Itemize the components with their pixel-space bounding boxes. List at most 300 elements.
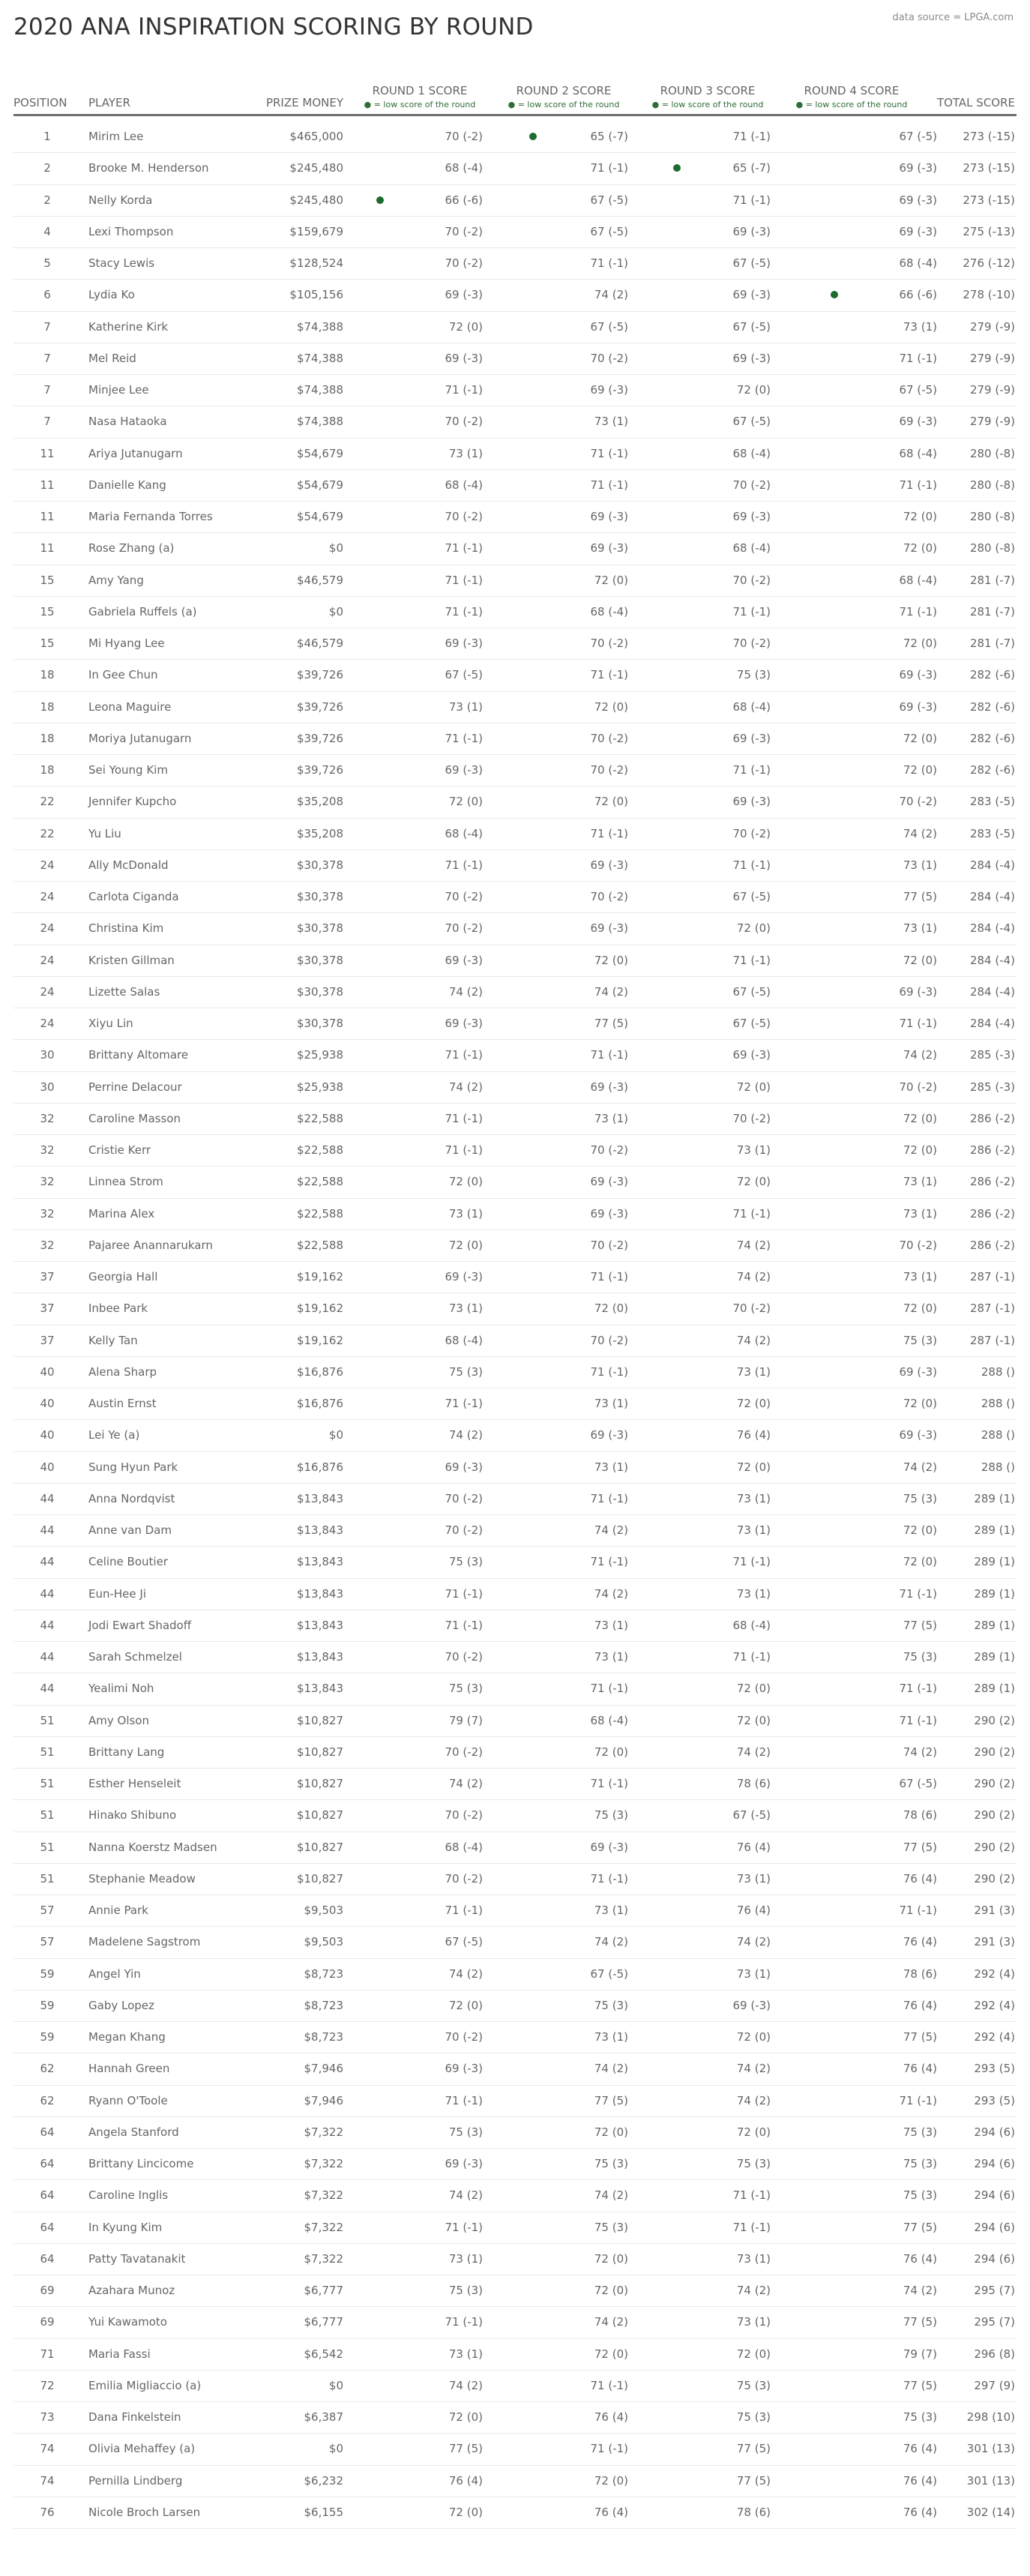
round-2-score-cell: 71 (-1) bbox=[590, 1364, 628, 1379]
prize-money-cell: $39,726 bbox=[296, 763, 343, 777]
position-cell: 24 bbox=[40, 984, 55, 999]
position-cell: 5 bbox=[43, 256, 51, 270]
round-3-score-cell: 72 (0) bbox=[736, 921, 771, 936]
round-4-score-cell: 78 (6) bbox=[903, 1808, 937, 1823]
player-cell: Kelly Tan bbox=[88, 1333, 138, 1347]
round-1-score-cell: 72 (0) bbox=[448, 1175, 483, 1189]
table-row bbox=[13, 1990, 1017, 2022]
total-score-cell: 293 (5) bbox=[974, 2093, 1015, 2107]
round-2-score-cell: 72 (0) bbox=[594, 2284, 628, 2297]
prize-money-cell: $6,777 bbox=[304, 2315, 343, 2329]
total-score-cell: 291 (3) bbox=[974, 1935, 1015, 1949]
total-score-cell: 290 (2) bbox=[974, 1840, 1015, 1854]
round-2-score-cell: 67 (-5) bbox=[590, 319, 628, 334]
player-cell: Maria Fernanda Torres bbox=[88, 510, 213, 523]
round-4-score-cell: 71 (-1) bbox=[899, 1904, 937, 1917]
round-2-score-cell: 74 (2) bbox=[594, 1523, 628, 1537]
position-cell: 24 bbox=[40, 1017, 55, 1030]
round-4-score-cell: 69 (-3) bbox=[899, 984, 937, 999]
position-cell: 32 bbox=[40, 1175, 55, 1189]
player-cell: Caroline Masson bbox=[88, 1111, 181, 1125]
total-score-cell: 287 (-1) bbox=[969, 1270, 1015, 1284]
round-4-score-cell: 69 (-3) bbox=[899, 1428, 937, 1442]
total-score-cell: 282 (-6) bbox=[969, 731, 1015, 745]
table-row bbox=[13, 1199, 1017, 1230]
player-cell: Perrine Delacour bbox=[88, 1080, 182, 1094]
header-prize-money: PRIZE MONEY bbox=[265, 96, 343, 109]
round-3-score-cell: 69 (-3) bbox=[732, 288, 771, 302]
position-cell: 51 bbox=[40, 1777, 55, 1790]
round-4-score-cell: 67 (-5) bbox=[899, 1777, 937, 1790]
prize-money-cell: $74,388 bbox=[296, 319, 343, 334]
round-2-score-cell: 75 (3) bbox=[594, 2157, 628, 2170]
position-cell: 32 bbox=[40, 1143, 55, 1157]
prize-money-cell: $10,827 bbox=[296, 1808, 343, 1823]
round-3-score-cell: 75 (3) bbox=[736, 2157, 771, 2170]
round-4-score-cell: 76 (4) bbox=[903, 1871, 937, 1886]
total-score-cell: 288 () bbox=[981, 1397, 1015, 1410]
round-3-score-cell: 68 (-4) bbox=[732, 541, 771, 556]
round-2-score-cell: 69 (-3) bbox=[590, 541, 628, 556]
round-4-score-cell: 72 (0) bbox=[903, 541, 937, 556]
table-row bbox=[13, 1104, 1017, 1135]
player-cell: Ryann O'Toole bbox=[88, 2093, 168, 2107]
round-4-score-cell: 77 (5) bbox=[903, 2220, 937, 2234]
prize-money-cell: $6,387 bbox=[304, 2410, 343, 2424]
player-cell: Lei Ye (a) bbox=[88, 1428, 140, 1442]
round-4-score-cell: 68 (-4) bbox=[899, 256, 937, 270]
round-2-score-cell: 74 (2) bbox=[594, 984, 628, 999]
round-1-score-cell: 71 (-1) bbox=[445, 1618, 483, 1632]
round-4-score-cell: 72 (0) bbox=[903, 731, 937, 745]
round-4-score-cell: 74 (2) bbox=[903, 826, 937, 840]
round-1-score-cell: 72 (0) bbox=[448, 795, 483, 809]
prize-money-cell: $128,524 bbox=[289, 256, 343, 270]
round-1-score-cell: 72 (0) bbox=[448, 1998, 483, 2012]
round-1-score-cell: 75 (3) bbox=[448, 1364, 483, 1379]
round-1-score-cell: 71 (-1) bbox=[445, 573, 483, 587]
round-1-score-cell: 68 (-4) bbox=[445, 1333, 483, 1347]
player-cell: Christina Kim bbox=[88, 921, 164, 936]
total-score-cell: 279 (-9) bbox=[969, 351, 1015, 365]
position-cell: 62 bbox=[40, 2093, 55, 2107]
round-3-score-cell: 75 (3) bbox=[736, 668, 771, 682]
table-row bbox=[13, 1800, 1017, 1832]
total-score-cell: 287 (-1) bbox=[969, 1333, 1015, 1347]
round-1-score-cell: 69 (-3) bbox=[445, 953, 483, 967]
player-cell: Olivia Mehaffey (a) bbox=[88, 2442, 196, 2456]
round-1-score-cell: 79 (7) bbox=[448, 1713, 483, 1727]
prize-money-cell: $105,156 bbox=[289, 288, 343, 302]
round-3-score-cell: 67 (-5) bbox=[732, 256, 771, 270]
player-cell: In Gee Chun bbox=[88, 668, 158, 682]
round-1-score-cell: 70 (-2) bbox=[445, 256, 483, 270]
prize-money-cell: $22,588 bbox=[296, 1206, 343, 1221]
position-cell: 7 bbox=[43, 319, 51, 334]
header-round-2-note: ● = low score of the round bbox=[508, 100, 620, 109]
position-cell: 11 bbox=[40, 510, 55, 523]
round-2-score-cell: 71 (-1) bbox=[590, 161, 628, 175]
round-1-score-cell: 71 (-1) bbox=[445, 1048, 483, 1062]
round-3-score-cell: 65 (-7) bbox=[732, 161, 771, 175]
table-header bbox=[13, 79, 1017, 116]
player-cell: Yu Liu bbox=[88, 826, 121, 840]
round-4-score-cell: 72 (0) bbox=[903, 1555, 937, 1569]
round-2-score-cell: 70 (-2) bbox=[590, 890, 628, 903]
round-3-score-cell: 67 (-5) bbox=[732, 1808, 771, 1823]
total-score-cell: 289 (1) bbox=[974, 1618, 1015, 1632]
prize-money-cell: $54,679 bbox=[296, 510, 343, 523]
position-cell: 30 bbox=[40, 1048, 55, 1062]
round-4-score-cell: 77 (5) bbox=[903, 2030, 937, 2044]
table-row bbox=[13, 2212, 1017, 2244]
round-3-score-cell: 74 (2) bbox=[736, 1745, 771, 1759]
table-row bbox=[13, 406, 1017, 438]
round-1-score-cell: 71 (-1) bbox=[445, 2220, 483, 2234]
round-1-score-cell: 75 (3) bbox=[448, 2125, 483, 2139]
round-1-score-cell: 70 (-2) bbox=[445, 224, 483, 238]
round-2-score-cell: 70 (-2) bbox=[590, 731, 628, 745]
table-row bbox=[13, 2402, 1017, 2434]
position-cell: 15 bbox=[40, 604, 55, 619]
round-3-score-cell: 72 (0) bbox=[736, 1682, 771, 1696]
round-1-score-cell: 73 (1) bbox=[448, 2347, 483, 2361]
player-cell: Marina Alex bbox=[88, 1206, 155, 1221]
round-1-score-cell: 71 (-1) bbox=[445, 1397, 483, 1410]
table-row bbox=[13, 2244, 1017, 2275]
round-2-score-cell: 71 (-1) bbox=[590, 2442, 628, 2456]
player-cell: Amy Yang bbox=[88, 573, 144, 587]
table-row bbox=[13, 1864, 1017, 1895]
round-1-score-cell: 71 (-1) bbox=[445, 1904, 483, 1917]
prize-money-cell: $13,843 bbox=[296, 1618, 343, 1632]
player-cell: Lexi Thompson bbox=[88, 224, 174, 238]
prize-money-cell: $10,827 bbox=[296, 1713, 343, 1727]
total-score-cell: 282 (-6) bbox=[969, 763, 1015, 777]
position-cell: 4 bbox=[43, 224, 51, 238]
round-2-score-cell: 67 (-5) bbox=[590, 224, 628, 238]
total-score-cell: 287 (-1) bbox=[969, 1301, 1015, 1316]
round-1-score-cell: 71 (-1) bbox=[445, 1143, 483, 1157]
round-4-score-cell: 76 (4) bbox=[903, 1935, 937, 1949]
header-player: PLAYER bbox=[88, 96, 130, 109]
round-4-score-cell: 73 (1) bbox=[903, 921, 937, 936]
player-cell: Brooke M. Henderson bbox=[88, 161, 209, 175]
round-2-score-cell: 75 (3) bbox=[594, 2220, 628, 2234]
round-3-score-cell: 71 (-1) bbox=[732, 604, 771, 619]
round-3-score-cell: 72 (0) bbox=[736, 2347, 771, 2361]
total-score-cell: 281 (-7) bbox=[969, 637, 1015, 650]
prize-money-cell: $10,827 bbox=[296, 1745, 343, 1759]
player-cell: Emilia Migliaccio (a) bbox=[88, 2378, 202, 2392]
round-3-score-cell: 76 (4) bbox=[736, 1904, 771, 1917]
round-2-score-cell: 69 (-3) bbox=[590, 921, 628, 936]
round-3-score-cell: 73 (1) bbox=[736, 1966, 771, 1981]
prize-money-cell: $7,322 bbox=[304, 2220, 343, 2234]
round-3-score-cell: 67 (-5) bbox=[732, 984, 771, 999]
round-3-score-cell: 73 (1) bbox=[736, 1364, 771, 1379]
round-3-score-cell: 70 (-2) bbox=[732, 826, 771, 840]
round-1-score-cell: 69 (-3) bbox=[445, 1017, 483, 1030]
player-cell: Katherine Kirk bbox=[88, 319, 169, 334]
total-score-cell: 273 (-15) bbox=[963, 193, 1015, 207]
round-2-score-cell: 73 (1) bbox=[594, 1904, 628, 1917]
round-2-score-cell: 72 (0) bbox=[594, 2347, 628, 2361]
total-score-cell: 284 (-4) bbox=[969, 953, 1015, 967]
header-round-4 bbox=[784, 84, 919, 109]
round-2-score-cell: 72 (0) bbox=[594, 1745, 628, 1759]
round-2-score-cell: 70 (-2) bbox=[590, 637, 628, 650]
prize-money-cell: $30,378 bbox=[296, 984, 343, 999]
total-score-cell: 286 (-2) bbox=[969, 1238, 1015, 1252]
header-round-1 bbox=[352, 84, 487, 109]
round-4-score-cell: 75 (3) bbox=[903, 2188, 937, 2203]
total-score-cell: 282 (-6) bbox=[969, 699, 1015, 714]
position-cell: 11 bbox=[40, 446, 55, 460]
total-score-cell: 283 (-5) bbox=[969, 795, 1015, 809]
round-4-score-cell: 74 (2) bbox=[903, 1460, 937, 1474]
header-total-score: TOTAL SCORE bbox=[936, 96, 1015, 109]
prize-money-cell: $25,938 bbox=[296, 1080, 343, 1094]
round-3-score-cell: 70 (-2) bbox=[732, 1301, 771, 1316]
round-1-score-cell: 70 (-2) bbox=[445, 415, 483, 429]
position-cell: 18 bbox=[40, 763, 55, 777]
round-4-score-cell: 69 (-3) bbox=[899, 699, 937, 714]
player-cell: Minjee Lee bbox=[88, 383, 149, 397]
prize-money-cell: $6,232 bbox=[304, 2473, 343, 2488]
table-row bbox=[13, 1484, 1017, 1515]
position-cell: 44 bbox=[40, 1523, 55, 1537]
total-score-cell: 294 (6) bbox=[974, 2157, 1015, 2170]
round-1-score-cell: 66 (-6) bbox=[445, 193, 483, 207]
round-3-score-cell: 69 (-3) bbox=[732, 731, 771, 745]
round-4-score-cell: 69 (-3) bbox=[899, 161, 937, 175]
round-3-score-cell: 75 (3) bbox=[736, 2378, 771, 2392]
player-cell: Esther Henseleit bbox=[88, 1777, 181, 1790]
header-round-4-label: ROUND 4 SCORE bbox=[804, 84, 900, 97]
table-row bbox=[13, 312, 1017, 343]
prize-money-cell: $7,322 bbox=[304, 2188, 343, 2203]
table-row bbox=[13, 1610, 1017, 1642]
round-3-score-cell: 72 (0) bbox=[736, 1175, 771, 1189]
round-4-score-cell: 76 (4) bbox=[903, 2062, 937, 2076]
total-score-cell: 284 (-4) bbox=[969, 984, 1015, 999]
prize-money-cell: $9,503 bbox=[304, 1935, 343, 1949]
round-4-score-cell: 73 (1) bbox=[903, 858, 937, 872]
round-1-score-cell: 73 (1) bbox=[448, 446, 483, 460]
round-4-score-cell: 69 (-3) bbox=[899, 415, 937, 429]
round-4-score-cell: 71 (-1) bbox=[899, 604, 937, 619]
round-4-score-cell: 76 (4) bbox=[903, 2442, 937, 2456]
round-1-score-cell: 69 (-3) bbox=[445, 288, 483, 302]
table-row bbox=[13, 1895, 1017, 1927]
prize-money-cell: $30,378 bbox=[296, 890, 343, 903]
player-cell: Nasa Hataoka bbox=[88, 415, 167, 429]
round-1-score-cell: 72 (0) bbox=[448, 2410, 483, 2424]
total-score-cell: 292 (4) bbox=[974, 2030, 1015, 2044]
round-3-score-cell: 73 (1) bbox=[736, 2251, 771, 2266]
round-1-score-cell: 74 (2) bbox=[448, 1080, 483, 1094]
round-1-score-cell: 69 (-3) bbox=[445, 763, 483, 777]
prize-money-cell: $22,588 bbox=[296, 1143, 343, 1157]
total-score-cell: 273 (-15) bbox=[963, 130, 1015, 143]
position-cell: 32 bbox=[40, 1238, 55, 1252]
position-cell: 71 bbox=[40, 2347, 55, 2361]
round-4-score-cell: 74 (2) bbox=[903, 1048, 937, 1062]
table-row bbox=[13, 2022, 1017, 2053]
table-row bbox=[13, 153, 1017, 184]
total-score-cell: 284 (-4) bbox=[969, 858, 1015, 872]
round-2-score-cell: 73 (1) bbox=[594, 415, 628, 429]
round-2-score-cell: 73 (1) bbox=[594, 1650, 628, 1664]
round-2-score-cell: 74 (2) bbox=[594, 2062, 628, 2076]
round-3-score-cell: 70 (-2) bbox=[732, 1111, 771, 1125]
low-score-dot-icon bbox=[376, 196, 384, 204]
prize-money-cell: $465,000 bbox=[289, 130, 343, 143]
player-cell: Nanna Koerstz Madsen bbox=[88, 1840, 217, 1854]
position-cell: 44 bbox=[40, 1586, 55, 1601]
player-cell: Leona Maguire bbox=[88, 699, 172, 714]
round-2-score-cell: 73 (1) bbox=[594, 2030, 628, 2044]
round-4-score-cell: 69 (-3) bbox=[899, 1364, 937, 1379]
position-cell: 11 bbox=[40, 541, 55, 556]
round-1-score-cell: 67 (-5) bbox=[445, 668, 483, 682]
position-cell: 51 bbox=[40, 1713, 55, 1727]
total-score-cell: 279 (-9) bbox=[969, 415, 1015, 429]
position-cell: 15 bbox=[40, 637, 55, 650]
header-position: POSITION bbox=[13, 96, 67, 109]
table-row bbox=[13, 755, 1017, 786]
header-round-3-label: ROUND 3 SCORE bbox=[660, 84, 756, 97]
round-1-score-cell: 70 (-2) bbox=[445, 1650, 483, 1664]
table-row bbox=[13, 1325, 1017, 1357]
round-4-score-cell: 77 (5) bbox=[903, 890, 937, 903]
round-2-score-cell: 71 (-1) bbox=[590, 826, 628, 840]
round-2-score-cell: 71 (-1) bbox=[590, 2378, 628, 2392]
prize-money-cell: $8,723 bbox=[304, 1966, 343, 1981]
prize-money-cell: $30,378 bbox=[296, 858, 343, 872]
position-cell: 18 bbox=[40, 668, 55, 682]
header-round-1-label: ROUND 1 SCORE bbox=[372, 84, 468, 97]
prize-money-cell: $6,777 bbox=[304, 2284, 343, 2297]
player-cell: Eun-Hee Ji bbox=[88, 1586, 146, 1601]
total-score-cell: 278 (-10) bbox=[963, 288, 1015, 302]
position-cell: 59 bbox=[40, 2030, 55, 2044]
round-1-score-cell: 69 (-3) bbox=[445, 2062, 483, 2076]
round-4-score-cell: 71 (-1) bbox=[899, 1682, 937, 1696]
round-2-score-cell: 71 (-1) bbox=[590, 1555, 628, 1569]
round-3-score-cell: 78 (6) bbox=[736, 2505, 771, 2519]
prize-money-cell: $13,843 bbox=[296, 1586, 343, 1601]
total-score-cell: 294 (6) bbox=[974, 2220, 1015, 2234]
total-score-cell: 276 (-12) bbox=[963, 256, 1015, 270]
header-round-2 bbox=[496, 84, 631, 109]
prize-money-cell: $74,388 bbox=[296, 383, 343, 397]
round-3-score-cell: 68 (-4) bbox=[732, 699, 771, 714]
player-cell: Brittany Lang bbox=[88, 1745, 165, 1759]
total-score-cell: 290 (2) bbox=[974, 1777, 1015, 1790]
round-3-score-cell: 69 (-3) bbox=[732, 795, 771, 809]
round-1-score-cell: 67 (-5) bbox=[445, 1935, 483, 1949]
prize-money-cell: $46,579 bbox=[296, 573, 343, 587]
round-4-score-cell: 71 (-1) bbox=[899, 1713, 937, 1727]
round-1-score-cell: 70 (-2) bbox=[445, 1745, 483, 1759]
position-cell: 76 bbox=[40, 2505, 55, 2519]
table-row bbox=[13, 1579, 1017, 1610]
low-score-dot-icon bbox=[529, 133, 537, 140]
total-score-cell: 280 (-8) bbox=[969, 446, 1015, 460]
position-cell: 64 bbox=[40, 2220, 55, 2234]
prize-money-cell: $46,579 bbox=[296, 637, 343, 650]
total-score-cell: 284 (-4) bbox=[969, 1017, 1015, 1030]
position-cell: 7 bbox=[43, 415, 51, 429]
round-1-score-cell: 71 (-1) bbox=[445, 2315, 483, 2329]
table-row bbox=[13, 533, 1017, 565]
total-score-cell: 290 (2) bbox=[974, 1871, 1015, 1886]
total-score-cell: 285 (-3) bbox=[969, 1048, 1015, 1062]
position-cell: 44 bbox=[40, 1491, 55, 1505]
data-source-note: data source = LPGA.com bbox=[892, 12, 1014, 23]
round-1-score-cell: 73 (1) bbox=[448, 1301, 483, 1316]
player-cell: Hinako Shibuno bbox=[88, 1808, 177, 1823]
player-cell: Alena Sharp bbox=[88, 1364, 157, 1379]
prize-money-cell: $10,827 bbox=[296, 1871, 343, 1886]
position-cell: 51 bbox=[40, 1871, 55, 1886]
total-score-cell: 290 (2) bbox=[974, 1713, 1015, 1727]
round-4-score-cell: 75 (3) bbox=[903, 2410, 937, 2424]
total-score-cell: 284 (-4) bbox=[969, 921, 1015, 936]
player-cell: Gaby Lopez bbox=[88, 1998, 154, 2012]
round-4-score-cell: 70 (-2) bbox=[899, 1080, 937, 1094]
total-score-cell: 292 (4) bbox=[974, 1966, 1015, 1981]
total-score-cell: 275 (-13) bbox=[963, 224, 1015, 238]
table-row bbox=[13, 1388, 1017, 1420]
prize-money-cell: $7,946 bbox=[304, 2093, 343, 2107]
position-cell: 64 bbox=[40, 2157, 55, 2170]
round-4-score-cell: 69 (-3) bbox=[899, 668, 937, 682]
total-score-cell: 289 (1) bbox=[974, 1586, 1015, 1601]
round-2-score-cell: 76 (4) bbox=[594, 2505, 628, 2519]
round-3-score-cell: 70 (-2) bbox=[732, 573, 771, 587]
prize-money-cell: $8,723 bbox=[304, 1998, 343, 2012]
player-cell: Anna Nordqvist bbox=[88, 1491, 175, 1505]
total-score-cell: 284 (-4) bbox=[969, 890, 1015, 903]
table-row bbox=[13, 2086, 1017, 2117]
round-3-score-cell: 67 (-5) bbox=[732, 890, 771, 903]
round-2-score-cell: 71 (-1) bbox=[590, 256, 628, 270]
round-2-score-cell: 70 (-2) bbox=[590, 763, 628, 777]
position-cell: 22 bbox=[40, 826, 55, 840]
player-cell: In Kyung Kim bbox=[88, 2220, 163, 2234]
round-1-score-cell: 70 (-2) bbox=[445, 1523, 483, 1537]
total-score-cell: 281 (-7) bbox=[969, 604, 1015, 619]
round-1-score-cell: 75 (3) bbox=[448, 2284, 483, 2297]
position-cell: 51 bbox=[40, 1745, 55, 1759]
round-3-score-cell: 73 (1) bbox=[736, 1586, 771, 1601]
position-cell: 2 bbox=[43, 161, 51, 175]
prize-money-cell: $39,726 bbox=[296, 699, 343, 714]
player-cell: Stacy Lewis bbox=[88, 256, 155, 270]
position-cell: 7 bbox=[43, 383, 51, 397]
round-3-score-cell: 72 (0) bbox=[736, 2030, 771, 2044]
round-4-score-cell: 76 (4) bbox=[903, 2505, 937, 2519]
round-2-score-cell: 74 (2) bbox=[594, 2315, 628, 2329]
table-row bbox=[13, 2275, 1017, 2307]
total-score-cell: 286 (-2) bbox=[969, 1206, 1015, 1221]
prize-money-cell: $7,322 bbox=[304, 2125, 343, 2139]
round-2-score-cell: 77 (5) bbox=[594, 2093, 628, 2107]
prize-money-cell: $19,162 bbox=[296, 1333, 343, 1347]
